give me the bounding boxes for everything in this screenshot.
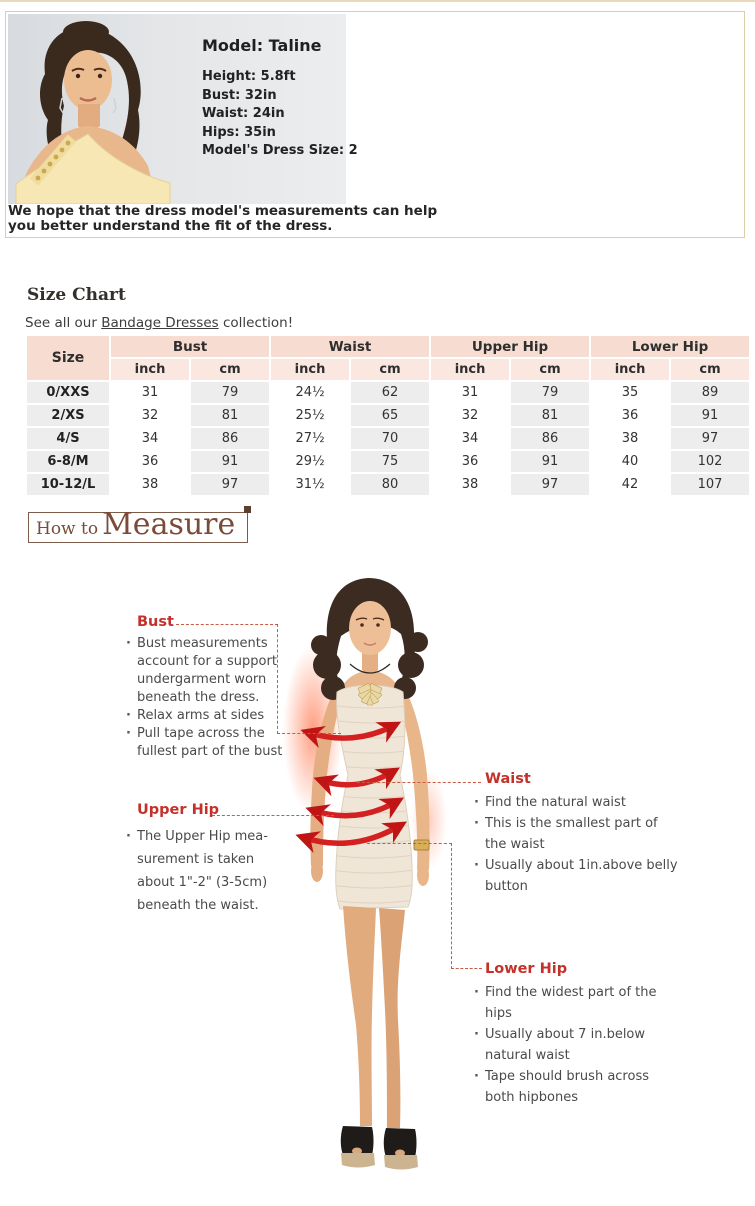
cm-cell: 89: [671, 382, 749, 403]
upper-hip-label: Upper Hip: [137, 802, 220, 818]
cm-cell: 65: [351, 405, 429, 426]
cm-cell: 79: [191, 382, 269, 403]
inch-cell: 38: [431, 474, 509, 495]
collection-line-prefix: See all our: [25, 315, 102, 331]
cm-cell: 102: [671, 451, 749, 472]
model-stat: Waist: 24in: [202, 106, 285, 121]
model-stats: [202, 68, 372, 161]
cm-cell: 91: [671, 405, 749, 426]
lower-hip-connector: [451, 843, 452, 969]
model-stat: Hips: 35in: [202, 124, 276, 140]
cm-cell: 97: [671, 428, 749, 449]
col-unit-header: cm: [351, 359, 429, 380]
bandage-dresses-link[interactable]: Bandage Dresses: [101, 315, 219, 331]
cm-cell: 91: [511, 451, 589, 472]
inch-cell: 24½: [271, 382, 349, 403]
cm-cell: 107: [671, 474, 749, 495]
inch-cell: 42: [591, 474, 669, 495]
cm-cell: 86: [511, 428, 589, 449]
list-item: · Usually about 1in.above belly button: [472, 855, 682, 897]
bust-label: Bust: [137, 614, 174, 630]
model-info-box: [5, 11, 745, 238]
col-unit-header: cm: [511, 359, 589, 380]
size-table: [25, 334, 751, 497]
waist-label: Waist: [485, 771, 531, 787]
inch-cell: 31½: [271, 474, 349, 495]
inch-cell: 34: [431, 428, 509, 449]
list-item: · Find the widest part of the hips: [472, 982, 682, 1024]
cm-cell: 70: [351, 428, 429, 449]
top-divider: [0, 0, 755, 2]
bust-list: [124, 635, 289, 761]
lower-hip-section: [472, 961, 682, 1108]
cm-cell: 97: [511, 474, 589, 495]
col-group-header: Waist: [271, 336, 429, 357]
measure-figure-illustration: [283, 570, 478, 1200]
list-item: · Relax arms at sides: [124, 707, 289, 725]
col-unit-header: cm: [191, 359, 269, 380]
table-row: [27, 451, 749, 472]
model-stat: Bust: 32in: [202, 87, 277, 103]
bust-section: [124, 614, 289, 761]
col-group-header: Upper Hip: [431, 336, 589, 357]
model-title: Model: Taline: [202, 36, 322, 55]
cm-cell: 91: [191, 451, 269, 472]
col-unit-header: cm: [671, 359, 749, 380]
lower-hip-label: Lower Hip: [485, 961, 568, 977]
heading-square-icon: [244, 506, 251, 513]
collection-line-suffix: collection!: [218, 315, 294, 331]
list-item: · Usually about 7 in.below natural waist: [472, 1024, 682, 1066]
how-to-measure-heading: [28, 507, 248, 543]
table-row: [27, 405, 749, 426]
table-row: [27, 428, 749, 449]
waist-connector: [357, 782, 481, 783]
list-item: · This is the smallest part of the waist: [472, 813, 682, 855]
size-cell: 0/XXS: [27, 382, 109, 403]
how-to-measure-box: [28, 507, 248, 543]
inch-cell: 34: [111, 428, 189, 449]
size-table-header: [27, 336, 749, 380]
inch-cell: 31: [431, 382, 509, 403]
cm-cell: 86: [191, 428, 269, 449]
col-unit-header: inch: [111, 359, 189, 380]
size-cell: 10-12/L: [27, 474, 109, 495]
inch-cell: 35: [591, 382, 669, 403]
cm-cell: 75: [351, 451, 429, 472]
lower-hip-connector: [367, 843, 452, 844]
how-to-text: How to: [36, 519, 99, 539]
size-cell: 6-8/M: [27, 451, 109, 472]
table-row: [27, 474, 749, 495]
list-item: · Bust measurements account for a support undergarment worn beneath the dress.: [124, 635, 289, 707]
col-group-header: Bust: [111, 336, 269, 357]
col-unit-header: inch: [591, 359, 669, 380]
cm-cell: 81: [511, 405, 589, 426]
list-item: · Find the natural waist: [472, 792, 682, 813]
waist-list: [472, 792, 682, 897]
inch-cell: 36: [431, 451, 509, 472]
cm-cell: 81: [191, 405, 269, 426]
list-item: · Tape should brush across both hipbones: [472, 1066, 682, 1108]
cm-cell: 62: [351, 382, 429, 403]
inch-cell: 32: [431, 405, 509, 426]
collection-line: [25, 315, 293, 331]
upper-hip-section: [124, 802, 269, 917]
inch-cell: 36: [591, 405, 669, 426]
list-item: · Pull tape across the fullest part of the bust: [124, 725, 289, 761]
inch-cell: 38: [111, 474, 189, 495]
upper-hip-list: [124, 825, 269, 917]
cm-cell: 79: [511, 382, 589, 403]
cm-cell: 97: [191, 474, 269, 495]
inch-cell: 25½: [271, 405, 349, 426]
col-group-header: Lower Hip: [591, 336, 749, 357]
table-row: [27, 382, 749, 403]
cm-cell: 80: [351, 474, 429, 495]
inch-cell: 29½: [271, 451, 349, 472]
model-stat: Height: 5.8ft: [202, 69, 296, 84]
inch-cell: 32: [111, 405, 189, 426]
size-cell: 2/XS: [27, 405, 109, 426]
model-caption: We hope that the dress model's measurements can help you better understand the fit of the dress.: [8, 203, 438, 234]
measure-text: Measure: [102, 507, 236, 542]
size-table-body: [27, 382, 749, 495]
model-stat: Model's Dress Size: 2: [202, 143, 358, 158]
inch-cell: 40: [591, 451, 669, 472]
list-item: · The Upper Hip mea-surement is taken about 1"-2" (3-5cm) beneath the waist.: [124, 825, 269, 917]
size-cell: 4/S: [27, 428, 109, 449]
inch-cell: 27½: [271, 428, 349, 449]
model-info-panel: [202, 36, 372, 161]
lower-hip-list: [472, 982, 682, 1108]
size-chart-heading: Size Chart: [27, 285, 126, 305]
inch-cell: 38: [591, 428, 669, 449]
inch-cell: 31: [111, 382, 189, 403]
inch-cell: 36: [111, 451, 189, 472]
col-unit-header: inch: [271, 359, 349, 380]
col-header-size: Size: [27, 336, 109, 380]
col-unit-header: inch: [431, 359, 509, 380]
waist-section: [472, 771, 682, 897]
